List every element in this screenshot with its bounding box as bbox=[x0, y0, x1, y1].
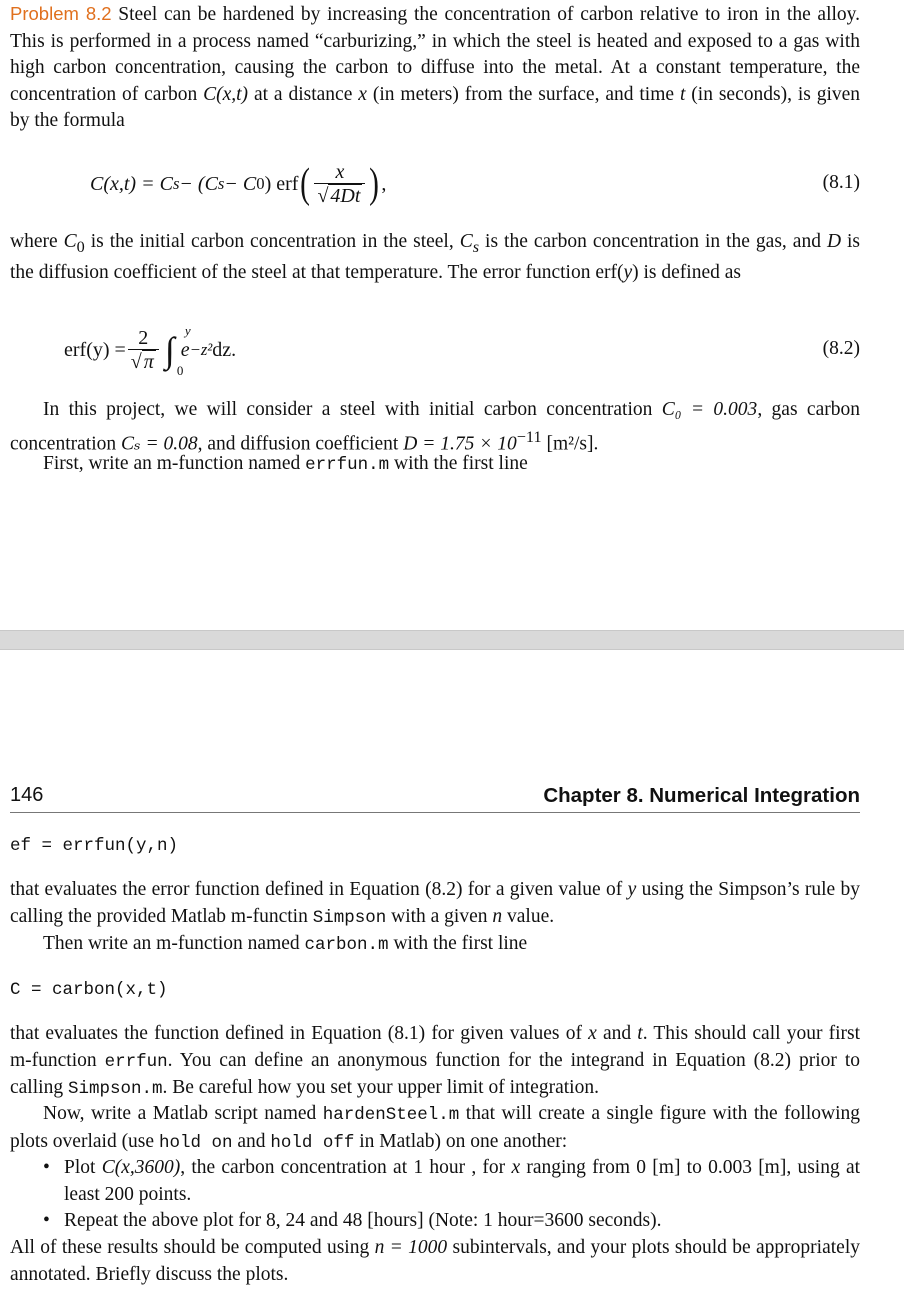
equation-number-8-2: (8.2) bbox=[822, 338, 860, 359]
page-146-section bbox=[0, 650, 904, 1308]
final-paragraph: All of these results should be computed using n = 1000 subintervals, and your plots should be appropriately annotated. Briefly discuss the plots. bbox=[10, 1237, 860, 1285]
task-bullet-list bbox=[10, 1155, 860, 1235]
equation-8-2 bbox=[0, 318, 904, 380]
carbon-paragraph: that evaluates the function defined in Equation (8.1) for given values of x and t. This should call your first m-function errfun. You can define an anonymous function for the integrand in Equation (8.2) prior to calling Simpson.m. Be careful how you set your upper limit of integration. bbox=[10, 1023, 861, 1099]
list-item: • Repeat the above plot for 8, 24 and 48 [hours] (Note: 1 hour=3600 seconds). bbox=[10, 1208, 860, 1235]
where-paragraph: where $C_0$ is the initial carbon concentration in the steel, $C_s$ is the carbon concentration in the gas, and D is the diffusion coefficient of the steel at that temperature. The error function erf(y) is defined as bbox=[10, 231, 861, 284]
integral-sign: ∫ y 0 bbox=[164, 323, 191, 378]
first-paragraph: First, write an m-function named errfun.m with the first line bbox=[43, 453, 528, 475]
code-errfun-signature: ef = errfun(y,n) bbox=[10, 836, 179, 856]
carbon-filename: carbon.m bbox=[304, 935, 389, 955]
code-carbon-signature: C = carbon(x,t) bbox=[10, 980, 168, 1000]
now-paragraph: Now, write a Matlab script named hardenSteel.m that will create a single figure with the following plots overlaid (use hold on and hold off in Matlab) on one another: bbox=[10, 1103, 860, 1153]
fraction-x-over-sqrt4dt: x √ 4Dt bbox=[314, 161, 365, 207]
equation-8-2-body: erf(y) = 2 √ π ∫ y 0 e −z² dz. bbox=[64, 323, 237, 378]
fraction-2-over-sqrtpi: 2 √ π bbox=[128, 327, 159, 373]
then-paragraph: Then write an m-function named carbon.m with the first line bbox=[43, 933, 528, 955]
problem-label: Problem 8.2 bbox=[10, 3, 112, 24]
page-number: 146 bbox=[10, 784, 44, 806]
script-filename: hardenSteel.m bbox=[322, 1105, 460, 1125]
equation-8-1-body: C(x,t) = C s − (C s − C 0 ) erf ( x √ 4Dt ) , bbox=[90, 161, 387, 207]
project-paragraph: In this project, we will consider a steel with initial carbon concentration C₀ = 0.003, gas carbon concentration Cₛ = 0.08, and diffusion coefficient $D = 1.75 \times 10^{-11}$ [m²/s]. bbox=[10, 399, 860, 454]
errfun-filename: errfun.m bbox=[305, 455, 390, 475]
page-header bbox=[10, 782, 860, 813]
page-separator bbox=[0, 630, 904, 650]
errfun-paragraph: that evaluates the error function defined in Equation (8.2) for a given value of y using the Simpson’s rule by calling the provided Matlab m-functin Simpson with a given n value. bbox=[10, 879, 861, 928]
problem-intro: Problem 8.2 Steel can be hardened by increasing the concentration of carbon relative to iron in the alloy. This is performed in a process named “carburizing,” in which the steel is heated and exposed to a gas with high carbon concentration, causing the carbon to diffuse into the metal. At a constant temperature, the concentration of carbon C(x,t) at a distance x (in meters) from the surface, and time t (in seconds), is given by the formula bbox=[10, 3, 861, 131]
equation-8-1 bbox=[0, 152, 904, 214]
page-145-section bbox=[0, 0, 904, 630]
equation-number-8-1: (8.1) bbox=[822, 172, 860, 193]
list-item: • Plot C(x,3600), the carbon concentration at 1 hour , for x ranging from 0 [m] to 0.003 [m], using at least 200 points. bbox=[10, 1155, 860, 1208]
chapter-title: Chapter 8. Numerical Integration bbox=[543, 784, 860, 807]
